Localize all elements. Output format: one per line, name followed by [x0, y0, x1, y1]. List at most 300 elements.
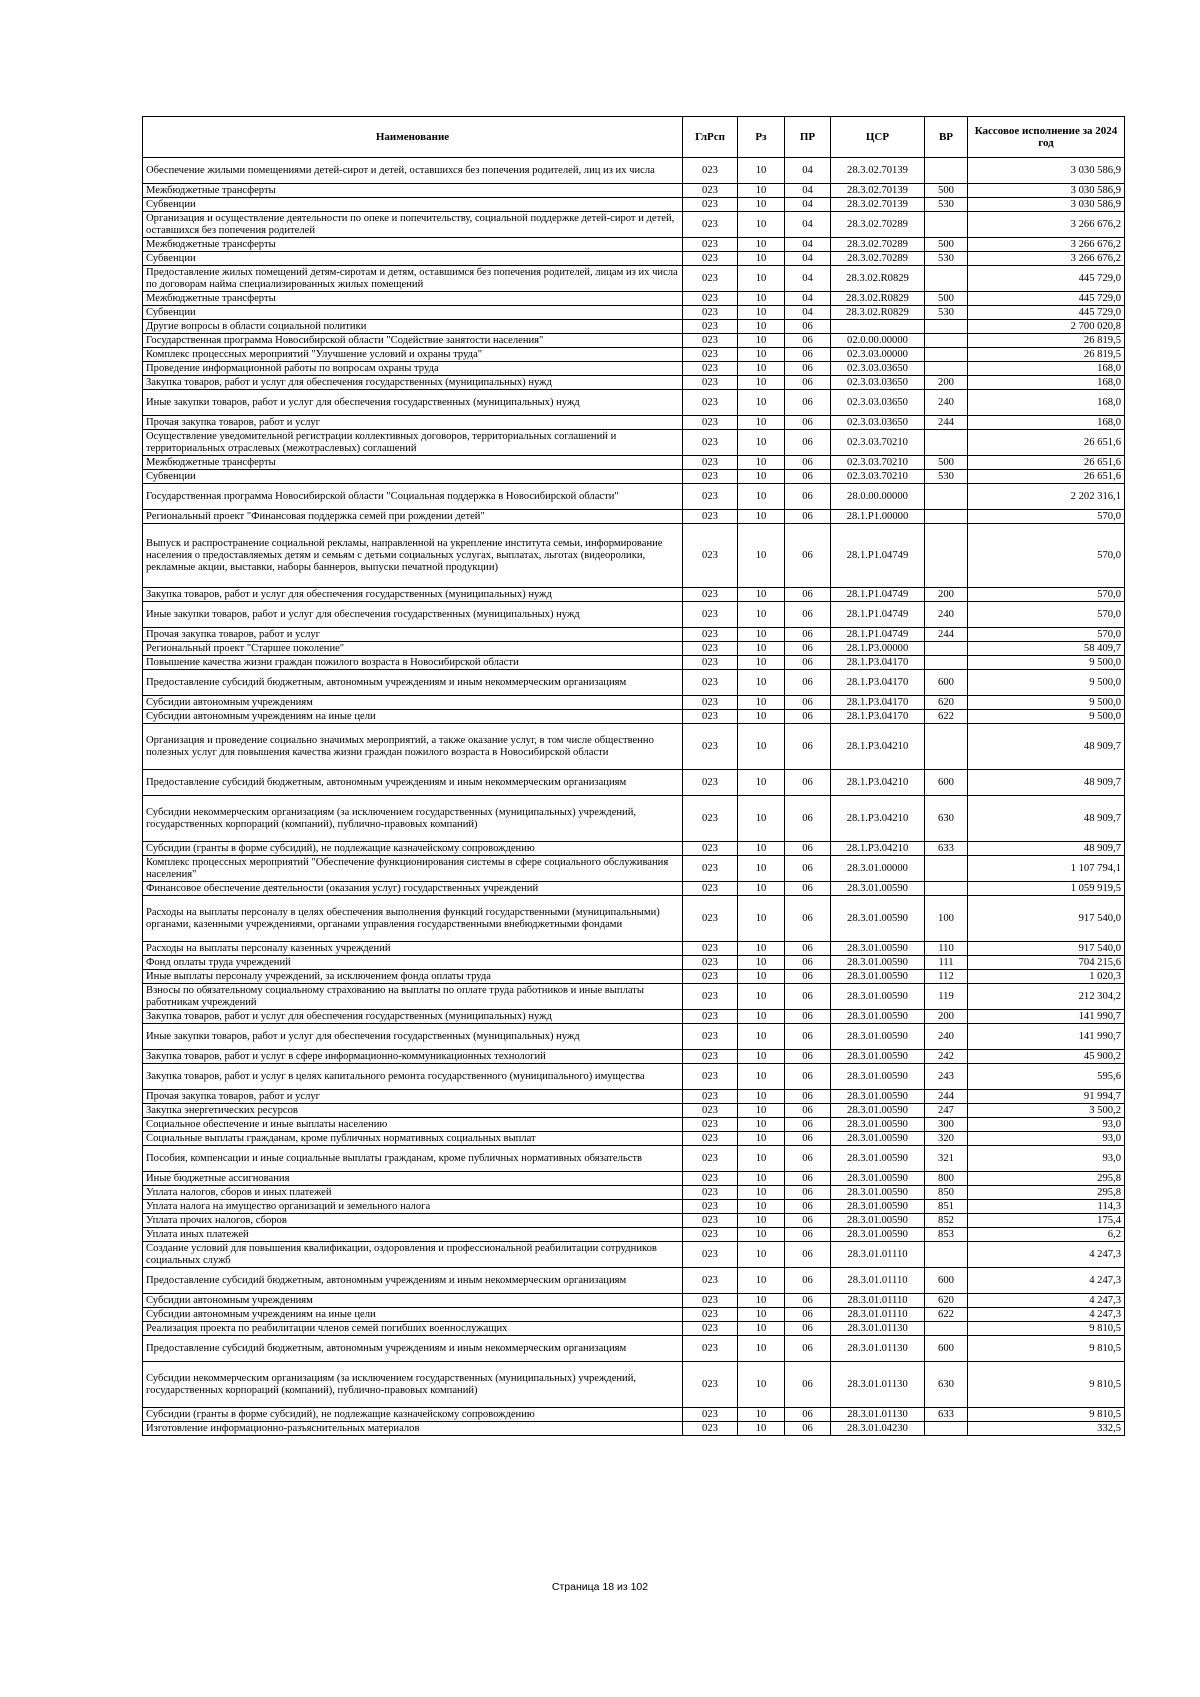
- cell-amount: 26 651,6: [968, 456, 1125, 470]
- cell-vr: 500: [925, 184, 968, 198]
- cell-rz: 10: [738, 602, 785, 628]
- cell-csr: 28.3.01.01110: [831, 1242, 925, 1268]
- cell-vr: 119: [925, 984, 968, 1010]
- table-row: [143, 1146, 1125, 1172]
- cell-name: Прочая закупка товаров, работ и услуг: [143, 628, 683, 642]
- cell-amount: 93,0: [968, 1118, 1125, 1132]
- cell-pr: 06: [785, 484, 831, 510]
- table-row: [143, 1268, 1125, 1294]
- cell-name: Социальное обеспечение и иные выплаты населению: [143, 1118, 683, 1132]
- cell-amount: 1 107 794,1: [968, 856, 1125, 882]
- cell-amount: 1 059 919,5: [968, 882, 1125, 896]
- cell-vr: 244: [925, 416, 968, 430]
- cell-name: Субвенции: [143, 252, 683, 266]
- cell-glrsp: 023: [683, 1214, 738, 1228]
- cell-amount: 9 810,5: [968, 1322, 1125, 1336]
- cell-amount: 93,0: [968, 1146, 1125, 1172]
- table-row: [143, 1104, 1125, 1118]
- cell-vr: 110: [925, 942, 968, 956]
- table-row: [143, 696, 1125, 710]
- cell-vr: 600: [925, 1268, 968, 1294]
- cell-amount: 570,0: [968, 510, 1125, 524]
- cell-pr: 06: [785, 796, 831, 842]
- cell-pr: 06: [785, 1242, 831, 1268]
- cell-pr: 06: [785, 1024, 831, 1050]
- table-row: [143, 1064, 1125, 1090]
- cell-rz: 10: [738, 796, 785, 842]
- cell-vr: 100: [925, 896, 968, 942]
- cell-glrsp: 023: [683, 1050, 738, 1064]
- cell-glrsp: 023: [683, 1064, 738, 1090]
- cell-rz: 10: [738, 1200, 785, 1214]
- cell-glrsp: 023: [683, 1308, 738, 1322]
- header-vr: ВР: [925, 117, 968, 158]
- cell-glrsp: 023: [683, 456, 738, 470]
- cell-pr: 06: [785, 882, 831, 896]
- cell-pr: 06: [785, 642, 831, 656]
- cell-pr: 06: [785, 1322, 831, 1336]
- cell-amount: 9 810,5: [968, 1408, 1125, 1422]
- cell-csr: 02.3.03.03650: [831, 362, 925, 376]
- table-row: [143, 266, 1125, 292]
- cell-rz: 10: [738, 158, 785, 184]
- cell-name: Другие вопросы в области социальной политики: [143, 320, 683, 334]
- cell-rz: 10: [738, 306, 785, 320]
- cell-rz: 10: [738, 184, 785, 198]
- cell-pr: 04: [785, 292, 831, 306]
- cell-name: Субсидии (гранты в форме субсидий), не подлежащие казначейскому сопровождению: [143, 842, 683, 856]
- cell-rz: 10: [738, 1294, 785, 1308]
- cell-pr: 06: [785, 1336, 831, 1362]
- cell-rz: 10: [738, 1422, 785, 1436]
- cell-csr: 02.3.03.70210: [831, 430, 925, 456]
- cell-rz: 10: [738, 430, 785, 456]
- cell-pr: 06: [785, 456, 831, 470]
- table-row: [143, 484, 1125, 510]
- cell-csr: 28.1.P1.04749: [831, 628, 925, 642]
- cell-glrsp: 023: [683, 710, 738, 724]
- cell-pr: 06: [785, 1268, 831, 1294]
- cell-name: Иные бюджетные ассигнования: [143, 1172, 683, 1186]
- cell-csr: [831, 320, 925, 334]
- cell-amount: 445 729,0: [968, 266, 1125, 292]
- cell-glrsp: 023: [683, 510, 738, 524]
- cell-name: Расходы на выплаты персоналу казенных учреждений: [143, 942, 683, 956]
- cell-amount: 4 247,3: [968, 1268, 1125, 1294]
- table-row: [143, 896, 1125, 942]
- table-row: [143, 1172, 1125, 1186]
- cell-pr: 06: [785, 376, 831, 390]
- cell-csr: 28.3.02.R0829: [831, 266, 925, 292]
- cell-name: Региональный проект "Старшее поколение": [143, 642, 683, 656]
- cell-name: Расходы на выплаты персоналу в целях обеспечения выполнения функций государственными (муниципальными) органами, казенными учреждениями, органами управления государственными внебюджетными фондами: [143, 896, 683, 942]
- cell-vr: [925, 656, 968, 670]
- cell-glrsp: 023: [683, 970, 738, 984]
- cell-name: Закупка товаров, работ и услуг для обеспечения государственных (муниципальных) нужд: [143, 588, 683, 602]
- cell-pr: 04: [785, 212, 831, 238]
- cell-amount: 295,8: [968, 1186, 1125, 1200]
- cell-csr: 28.1.P3.04170: [831, 696, 925, 710]
- cell-glrsp: 023: [683, 348, 738, 362]
- cell-glrsp: 023: [683, 1294, 738, 1308]
- cell-name: Предоставление субсидий бюджетным, автономным учреждениям и иным некоммерческим организациям: [143, 1336, 683, 1362]
- cell-csr: 02.3.03.03650: [831, 376, 925, 390]
- cell-glrsp: 023: [683, 1268, 738, 1294]
- cell-glrsp: 023: [683, 942, 738, 956]
- cell-amount: 704 215,6: [968, 956, 1125, 970]
- cell-name: Закупка товаров, работ и услуг в сфере информационно-коммуникационных технологий: [143, 1050, 683, 1064]
- cell-csr: 28.3.01.01130: [831, 1322, 925, 1336]
- cell-rz: 10: [738, 376, 785, 390]
- cell-pr: 06: [785, 1104, 831, 1118]
- cell-pr: 06: [785, 970, 831, 984]
- cell-glrsp: 023: [683, 1186, 738, 1200]
- cell-amount: 91 994,7: [968, 1090, 1125, 1104]
- cell-amount: 93,0: [968, 1132, 1125, 1146]
- cell-amount: 175,4: [968, 1214, 1125, 1228]
- cell-name: Уплата налога на имущество организаций и земельного налога: [143, 1200, 683, 1214]
- cell-csr: 28.3.01.01130: [831, 1408, 925, 1422]
- cell-glrsp: 023: [683, 670, 738, 696]
- cell-vr: 247: [925, 1104, 968, 1118]
- cell-glrsp: 023: [683, 158, 738, 184]
- cell-name: Прочая закупка товаров, работ и услуг: [143, 416, 683, 430]
- cell-csr: 28.3.01.00000: [831, 856, 925, 882]
- table-row: [143, 1200, 1125, 1214]
- table-row: [143, 430, 1125, 456]
- cell-name: Предоставление субсидий бюджетным, автономным учреждениям и иным некоммерческим организациям: [143, 1268, 683, 1294]
- cell-rz: 10: [738, 896, 785, 942]
- cell-glrsp: 023: [683, 252, 738, 266]
- cell-rz: 10: [738, 842, 785, 856]
- cell-glrsp: 023: [683, 642, 738, 656]
- cell-pr: 04: [785, 306, 831, 320]
- cell-vr: 620: [925, 696, 968, 710]
- cell-vr: [925, 882, 968, 896]
- cell-rz: 10: [738, 524, 785, 588]
- cell-vr: 240: [925, 1024, 968, 1050]
- table-row: [143, 1322, 1125, 1336]
- cell-rz: 10: [738, 942, 785, 956]
- cell-glrsp: 023: [683, 1146, 738, 1172]
- cell-rz: 10: [738, 238, 785, 252]
- cell-rz: 10: [738, 334, 785, 348]
- cell-vr: [925, 524, 968, 588]
- cell-amount: 168,0: [968, 362, 1125, 376]
- cell-rz: 10: [738, 362, 785, 376]
- cell-amount: 6,2: [968, 1228, 1125, 1242]
- cell-amount: 570,0: [968, 588, 1125, 602]
- cell-glrsp: 023: [683, 470, 738, 484]
- cell-amount: 3 030 586,9: [968, 198, 1125, 212]
- cell-name: Финансовое обеспечение деятельности (оказания услуг) государственных учреждений: [143, 882, 683, 896]
- cell-pr: 06: [785, 1172, 831, 1186]
- cell-amount: 212 304,2: [968, 984, 1125, 1010]
- cell-glrsp: 023: [683, 390, 738, 416]
- cell-amount: 4 247,3: [968, 1294, 1125, 1308]
- table-row: [143, 252, 1125, 266]
- cell-glrsp: 023: [683, 1132, 738, 1146]
- cell-vr: [925, 212, 968, 238]
- table-row: [143, 656, 1125, 670]
- cell-csr: 28.3.01.00590: [831, 1186, 925, 1200]
- cell-csr: 28.3.02.70139: [831, 198, 925, 212]
- cell-rz: 10: [738, 696, 785, 710]
- table-row: [143, 1408, 1125, 1422]
- cell-csr: 28.3.01.01130: [831, 1362, 925, 1408]
- cell-vr: 633: [925, 1408, 968, 1422]
- cell-vr: [925, 484, 968, 510]
- cell-csr: 02.0.00.00000: [831, 334, 925, 348]
- table-row: [143, 856, 1125, 882]
- cell-csr: 28.1.P1.04749: [831, 524, 925, 588]
- cell-pr: 06: [785, 1294, 831, 1308]
- budget-table: [142, 116, 1125, 1436]
- cell-name: Субсидии автономным учреждениям: [143, 696, 683, 710]
- cell-glrsp: 023: [683, 1242, 738, 1268]
- cell-vr: 530: [925, 306, 968, 320]
- cell-name: Осуществление уведомительной регистрации коллективных договоров, территориальных соглашений и территориальных отраслевых (межотраслевых) соглашений: [143, 430, 683, 456]
- cell-name: Уплата налогов, сборов и иных платежей: [143, 1186, 683, 1200]
- table-row: [143, 1024, 1125, 1050]
- cell-rz: 10: [738, 456, 785, 470]
- cell-vr: [925, 856, 968, 882]
- cell-name: Субвенции: [143, 470, 683, 484]
- cell-glrsp: 023: [683, 362, 738, 376]
- cell-glrsp: 023: [683, 334, 738, 348]
- cell-csr: 28.3.01.00590: [831, 984, 925, 1010]
- cell-name: Пособия, компенсации и иные социальные выплаты гражданам, кроме публичных нормативных обязательств: [143, 1146, 683, 1172]
- cell-name: Реализация проекта по реабилитации членов семей погибших военнослужащих: [143, 1322, 683, 1336]
- cell-csr: 28.1.P1.04749: [831, 602, 925, 628]
- cell-name: Субвенции: [143, 198, 683, 212]
- cell-amount: 9 500,0: [968, 656, 1125, 670]
- cell-name: Государственная программа Новосибирской области "Социальная поддержка в Новосибирской области": [143, 484, 683, 510]
- cell-rz: 10: [738, 970, 785, 984]
- cell-csr: 28.3.01.00590: [831, 1090, 925, 1104]
- cell-amount: 9 500,0: [968, 670, 1125, 696]
- cell-csr: 28.3.01.00590: [831, 956, 925, 970]
- cell-pr: 04: [785, 266, 831, 292]
- cell-glrsp: 023: [683, 292, 738, 306]
- cell-vr: 851: [925, 1200, 968, 1214]
- cell-glrsp: 023: [683, 588, 738, 602]
- cell-pr: 06: [785, 1010, 831, 1024]
- cell-amount: 141 990,7: [968, 1010, 1125, 1024]
- cell-csr: 28.3.01.00590: [831, 1118, 925, 1132]
- cell-rz: 10: [738, 1132, 785, 1146]
- cell-pr: 06: [785, 842, 831, 856]
- cell-amount: 3 030 586,9: [968, 184, 1125, 198]
- table-row: [143, 238, 1125, 252]
- cell-glrsp: 023: [683, 212, 738, 238]
- cell-name: Комплекс процессных мероприятий "Улучшение условий и охраны труда": [143, 348, 683, 362]
- cell-vr: [925, 362, 968, 376]
- cell-csr: 28.3.01.04230: [831, 1422, 925, 1436]
- cell-glrsp: 023: [683, 1362, 738, 1408]
- cell-csr: 02.3.03.70210: [831, 456, 925, 470]
- cell-glrsp: 023: [683, 842, 738, 856]
- cell-amount: 26 651,6: [968, 470, 1125, 484]
- cell-amount: 595,6: [968, 1064, 1125, 1090]
- table-row: [143, 348, 1125, 362]
- cell-pr: 04: [785, 158, 831, 184]
- cell-name: Фонд оплаты труда учреждений: [143, 956, 683, 970]
- cell-pr: 06: [785, 1362, 831, 1408]
- cell-pr: 06: [785, 1146, 831, 1172]
- cell-vr: 600: [925, 770, 968, 796]
- cell-pr: 06: [785, 1186, 831, 1200]
- cell-name: Выпуск и распространение социальной рекламы, направленной на укрепление института семьи, информирование населения о предоставляемых детям и семьям с детьми социальных услугах, выплатах, льготах (видеоролики, рекламные акции, выставки, наборы баннеров, выпуски печатной продукции): [143, 524, 683, 588]
- cell-glrsp: 023: [683, 724, 738, 770]
- cell-name: Закупка товаров, работ и услуг для обеспечения государственных (муниципальных) нужд: [143, 1010, 683, 1024]
- table-row: [143, 882, 1125, 896]
- table-row: [143, 670, 1125, 696]
- cell-glrsp: 023: [683, 1408, 738, 1422]
- cell-rz: 10: [738, 1118, 785, 1132]
- cell-amount: 445 729,0: [968, 292, 1125, 306]
- cell-rz: 10: [738, 1050, 785, 1064]
- cell-vr: 240: [925, 390, 968, 416]
- table-row: [143, 524, 1125, 588]
- table-row: [143, 642, 1125, 656]
- cell-vr: 633: [925, 842, 968, 856]
- cell-csr: 28.1.P3.04210: [831, 796, 925, 842]
- cell-rz: 10: [738, 1090, 785, 1104]
- cell-pr: 06: [785, 724, 831, 770]
- cell-glrsp: 023: [683, 416, 738, 430]
- cell-pr: 06: [785, 1200, 831, 1214]
- cell-glrsp: 023: [683, 1118, 738, 1132]
- cell-csr: 28.3.02.70139: [831, 158, 925, 184]
- cell-vr: 852: [925, 1214, 968, 1228]
- cell-pr: 04: [785, 198, 831, 212]
- cell-csr: 28.1.P1.00000: [831, 510, 925, 524]
- cell-vr: 620: [925, 1294, 968, 1308]
- cell-amount: 4 247,3: [968, 1242, 1125, 1268]
- table-row: [143, 970, 1125, 984]
- cell-rz: 10: [738, 1242, 785, 1268]
- cell-vr: 112: [925, 970, 968, 984]
- cell-amount: 3 266 676,2: [968, 238, 1125, 252]
- cell-glrsp: 023: [683, 266, 738, 292]
- cell-vr: 622: [925, 1308, 968, 1322]
- cell-glrsp: 023: [683, 430, 738, 456]
- cell-amount: 9 810,5: [968, 1362, 1125, 1408]
- cell-pr: 06: [785, 390, 831, 416]
- cell-name: Субвенции: [143, 306, 683, 320]
- cell-name: Иные закупки товаров, работ и услуг для обеспечения государственных (муниципальных) нужд: [143, 602, 683, 628]
- cell-pr: 06: [785, 1422, 831, 1436]
- cell-amount: 48 909,7: [968, 724, 1125, 770]
- cell-name: Субсидии автономным учреждениям: [143, 1294, 683, 1308]
- cell-vr: [925, 158, 968, 184]
- cell-amount: 9 500,0: [968, 710, 1125, 724]
- cell-name: Предоставление субсидий бюджетным, автономным учреждениям и иным некоммерческим организациям: [143, 770, 683, 796]
- header-rz: Рз: [738, 117, 785, 158]
- cell-rz: 10: [738, 390, 785, 416]
- cell-vr: 500: [925, 456, 968, 470]
- cell-vr: 242: [925, 1050, 968, 1064]
- cell-name: Субсидии некоммерческим организациям (за исключением государственных (муниципальных) учреждений, государственных корпораций (компаний), публично-правовых компаний): [143, 796, 683, 842]
- cell-rz: 10: [738, 710, 785, 724]
- cell-csr: 28.3.01.00590: [831, 1172, 925, 1186]
- cell-rz: 10: [738, 1322, 785, 1336]
- table-body: [143, 158, 1125, 1436]
- cell-pr: 06: [785, 1132, 831, 1146]
- cell-name: Взносы по обязательному социальному страхованию на выплаты по оплате труда работников и иные выплаты работникам учреждений: [143, 984, 683, 1010]
- cell-glrsp: 023: [683, 628, 738, 642]
- cell-csr: 28.3.01.01110: [831, 1294, 925, 1308]
- cell-glrsp: 023: [683, 856, 738, 882]
- table-row: [143, 796, 1125, 842]
- cell-rz: 10: [738, 770, 785, 796]
- cell-glrsp: 023: [683, 770, 738, 796]
- cell-csr: 02.3.03.03650: [831, 416, 925, 430]
- cell-amount: 4 247,3: [968, 1308, 1125, 1322]
- cell-glrsp: 023: [683, 1172, 738, 1186]
- cell-pr: 04: [785, 252, 831, 266]
- cell-rz: 10: [738, 1064, 785, 1090]
- table-row: [143, 1308, 1125, 1322]
- table-row: [143, 628, 1125, 642]
- cell-glrsp: 023: [683, 1104, 738, 1118]
- cell-csr: 28.3.01.00590: [831, 1024, 925, 1050]
- cell-pr: 06: [785, 856, 831, 882]
- table-row: [143, 842, 1125, 856]
- cell-vr: 240: [925, 602, 968, 628]
- cell-csr: 28.3.01.01130: [831, 1336, 925, 1362]
- cell-rz: 10: [738, 1104, 785, 1118]
- cell-rz: 10: [738, 1408, 785, 1422]
- cell-glrsp: 023: [683, 1336, 738, 1362]
- cell-amount: 3 266 676,2: [968, 252, 1125, 266]
- cell-pr: 04: [785, 184, 831, 198]
- cell-name: Субсидии автономным учреждениям на иные цели: [143, 1308, 683, 1322]
- cell-vr: 850: [925, 1186, 968, 1200]
- cell-amount: 48 909,7: [968, 796, 1125, 842]
- cell-vr: [925, 1242, 968, 1268]
- cell-pr: 06: [785, 1118, 831, 1132]
- cell-csr: 28.3.01.00590: [831, 1050, 925, 1064]
- table-row: [143, 710, 1125, 724]
- cell-csr: 28.3.01.00590: [831, 1104, 925, 1118]
- cell-name: Иные закупки товаров, работ и услуг для обеспечения государственных (муниципальных) нужд: [143, 1024, 683, 1050]
- cell-amount: 1 020,3: [968, 970, 1125, 984]
- cell-amount: 295,8: [968, 1172, 1125, 1186]
- cell-name: Создание условий для повышения квалификации, оздоровления и профессиональной реабилитации сотрудников социальных служб: [143, 1242, 683, 1268]
- table-row: [143, 1422, 1125, 1436]
- cell-rz: 10: [738, 1228, 785, 1242]
- cell-csr: 28.1.P3.00000: [831, 642, 925, 656]
- cell-pr: 06: [785, 1408, 831, 1422]
- cell-glrsp: 023: [683, 1422, 738, 1436]
- cell-amount: 26 819,5: [968, 348, 1125, 362]
- table-row: [143, 292, 1125, 306]
- cell-pr: 06: [785, 656, 831, 670]
- cell-name: Закупка товаров, работ и услуг в целях капитального ремонта государственного (муниципального) имущества: [143, 1064, 683, 1090]
- cell-csr: 28.3.02.70289: [831, 212, 925, 238]
- cell-vr: [925, 320, 968, 334]
- cell-rz: 10: [738, 1010, 785, 1024]
- cell-vr: [925, 348, 968, 362]
- table-row: [143, 376, 1125, 390]
- cell-amount: 168,0: [968, 376, 1125, 390]
- cell-name: Прочая закупка товаров, работ и услуг: [143, 1090, 683, 1104]
- cell-amount: 26 819,5: [968, 334, 1125, 348]
- cell-pr: 06: [785, 1308, 831, 1322]
- cell-vr: 244: [925, 1090, 968, 1104]
